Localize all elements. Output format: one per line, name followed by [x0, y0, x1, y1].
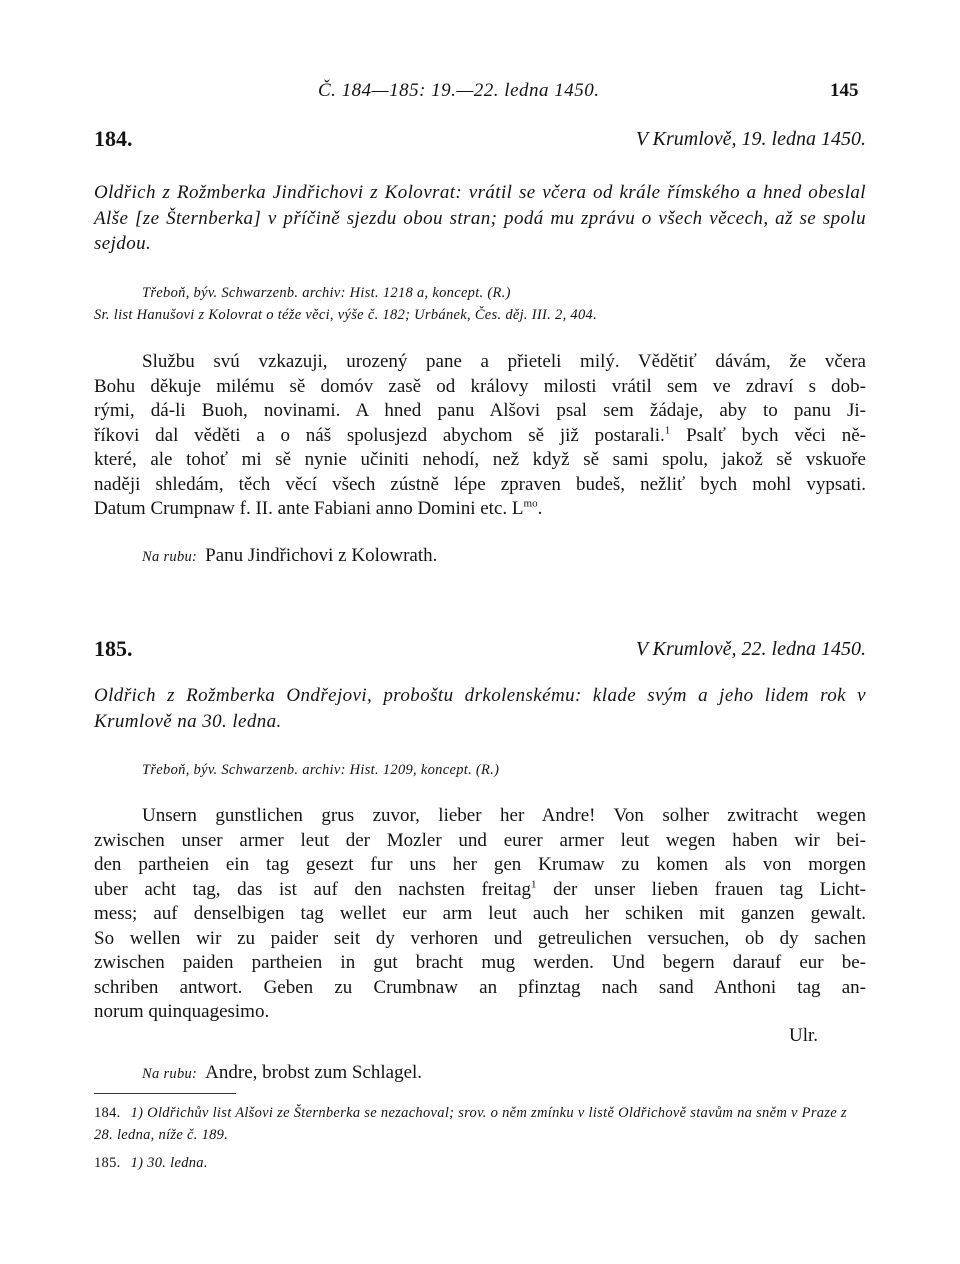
- text-line: [94, 878, 866, 903]
- dorse-text: Andre, brobst zum Schlagel.: [205, 1062, 423, 1083]
- text-line: rými, dá-li Buoh, novinami. A hned panu Alšovi psal sem žádaje, aby to panu Ji-: [94, 400, 866, 421]
- text-segment: říkovi dal věděti a o náš spolusjezd abychom sě již postarali.: [94, 424, 665, 446]
- text-line: Bohu děkuje milému sě domóv zasě od královy milosti vrátil sem ve zdraví s dob-: [94, 375, 866, 397]
- footnote-marker: 1: [531, 878, 537, 891]
- footnote-number: 184.: [94, 1105, 121, 1121]
- text-line: zwischen paiden partheien in gut bracht mug werden. Und begern darauf eur be-: [94, 952, 866, 973]
- text-line: den partheien ein tag gesezt fur uns her gen Krumaw zu komen als von morgen: [94, 854, 866, 875]
- doc-185-number: 185.: [94, 636, 133, 661]
- doc-184-source-1: Třeboň, býv. Schwarzenb. archiv: Hist. 1218 a, koncept. (R.): [142, 285, 511, 301]
- doc-184-place-date: V Krumlově, 19. ledna 1450.: [635, 128, 866, 150]
- footnote-184: [94, 1102, 866, 1146]
- dorse-label: Na rubu:: [142, 549, 198, 565]
- text-line: schriben antwort. Geben zu Crumbnaw an pfinztag nach sand Anthoni tag an-: [94, 976, 866, 998]
- doc-185-text: [94, 804, 866, 1025]
- superscript: mo: [523, 497, 538, 510]
- doc-184-number: 184.: [94, 126, 133, 151]
- footnote-text: 1) 30. ledna.: [130, 1155, 208, 1171]
- doc-185-regest: Oldřich z Rožmberka Ondřejovi, proboštu drkolenskému: klade svým a jeho lidem rok v Krumlově na 30. ledna.: [94, 685, 866, 732]
- dorse-label: Na rubu:: [142, 1066, 198, 1082]
- footnote-rule: [94, 1093, 236, 1094]
- text-line: norum quinquagesimo.: [94, 1001, 270, 1022]
- doc-185-place-date: V Krumlově, 22. ledna 1450.: [635, 638, 866, 660]
- doc-185-signature: Ulr.: [788, 1025, 818, 1046]
- text-line: Unsern gunstlichen grus zuvor, lieber her Andre! Von solher zwitracht wegen: [142, 805, 866, 826]
- text-segment: uber acht tag, das ist auf den nachsten freitag: [94, 878, 532, 900]
- dorse-text: Panu Jindřichovi z Kolowrath.: [205, 545, 438, 566]
- doc-184-source-2: Sr. list Hanušovi z Kolovrat o téže věci, výše č. 182; Urbánek, Čes. děj. III. 2, 404.: [94, 307, 597, 323]
- doc-185-dorse: [142, 1062, 422, 1084]
- text-line: [94, 497, 866, 522]
- footnote-marker: 1: [664, 424, 671, 437]
- page-number: 145: [830, 80, 859, 101]
- running-head-title: Č. 184—185: 19.—22. ledna 1450.: [318, 80, 600, 101]
- doc-184-regest: Oldřich z Rožmberka Jindřichovi z Kolovrat: vrátil se včera od krále římského a hned obeslal Alše [ze Šternberka] v příčině sjezdu obou stran; podá mu zprávu o všech věcech, až se spolu sejdou.: [94, 182, 866, 254]
- text-line: So wellen wir zu paider seit dy verhoren und getreulichen versuchen, ob dy sachen: [94, 927, 866, 949]
- doc-185-source-1: Třeboň, býv. Schwarzenb. archiv: Hist. 1209, koncept. (R.): [142, 762, 500, 778]
- text-segment: .: [537, 498, 543, 519]
- doc-184-dorse: [142, 545, 437, 567]
- text-line: Službu svú vzkazuji, urozený pane a přieteli milý. Vědětiť dávám, že včera: [142, 351, 866, 372]
- footnote-number: 185.: [94, 1155, 121, 1171]
- text-line: zwischen unser armer leut der Mozler und eurer armer leut wegen haben wir bei-: [94, 829, 866, 851]
- doc-184-text: [94, 350, 866, 522]
- text-segment: der unser lieben frauen tag Licht-: [536, 878, 867, 900]
- text-line: [94, 424, 866, 449]
- text-line: mess; auf denselbigen tag wellet eur arm leut auch her schiken mit ganzen gewalt.: [94, 903, 866, 924]
- footnote-text: 1) Oldřichův list Alšovi ze Šternberka se nezachoval; srov. o něm zmínku v listě Oldřichově stavům na sněm v Praze z 28. ledna, níže č. 189.: [94, 1105, 847, 1143]
- text-line: které, ale tohoť mi sě nynie učiniti nehodí, než když sě sami spolu, jakož sě vskuoře: [94, 449, 866, 470]
- text-segment: Psalť bych věci ně-: [670, 424, 866, 446]
- footnote-185: [94, 1152, 866, 1174]
- text-segment: Datum Crumpnaw f. II. ante Fabiani anno Domini etc. L: [94, 498, 524, 519]
- text-line: naději shledám, těch věcí všech zústně lépe zpraven budeš, nežliť bych mohl vypsati.: [94, 473, 866, 495]
